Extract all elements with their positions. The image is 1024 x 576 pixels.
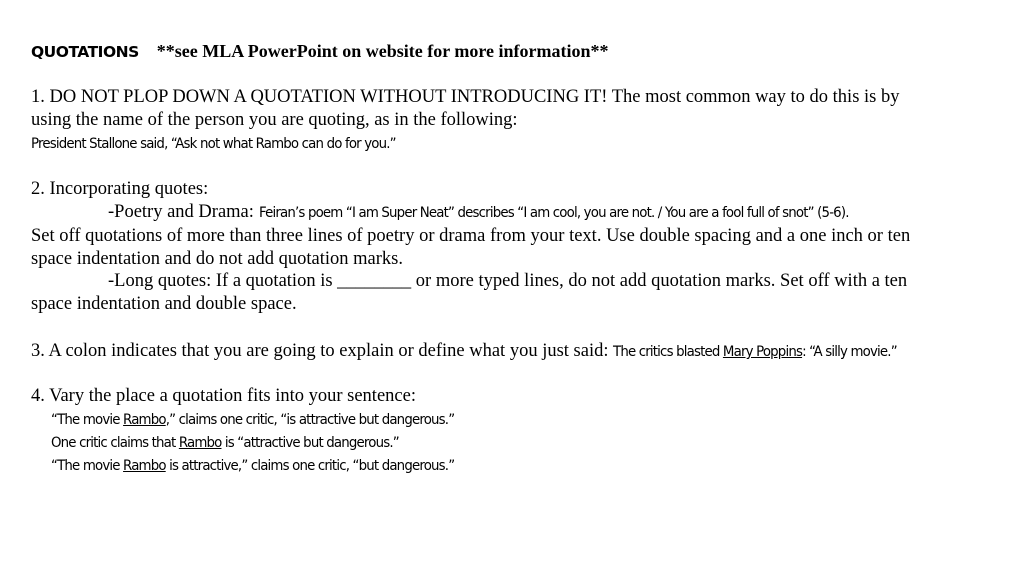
item-4-title-3: Rambo bbox=[123, 458, 166, 474]
item-3-example: The critics blasted Mary Poppins: “A silly movie.” bbox=[613, 344, 897, 360]
item-4-example-2: One critic claims that Rambo is “attractive but dangerous.” bbox=[51, 435, 399, 451]
title-note: **see MLA PowerPoint on website for more information** bbox=[156, 41, 609, 61]
item-2-long-2: space indentation and double space. bbox=[31, 294, 297, 314]
title-line bbox=[31, 40, 609, 64]
item-3-text: 3. A colon indicates that you are going to explain or define what you just said: bbox=[31, 341, 614, 361]
item-4-heading: 4. Vary the place a quotation fits into your sentence: bbox=[31, 386, 416, 406]
item-4-title-1: Rambo bbox=[123, 412, 166, 428]
poetry-example: Feiran’s poem “I am Super Neat” describes “I am cool, you are not. / You are a fool full of snot” (5-6). bbox=[258, 205, 849, 221]
item-2-setoff-1: Set off quotations of more than three lines of poetry or drama from your text. Use double spacing and a one inch or ten bbox=[31, 226, 911, 246]
item-2-setoff-2: space indentation and do not add quotation marks. bbox=[31, 249, 403, 269]
item-4-example-3: “The movie Rambo is attractive,” claims one critic, “but dangerous.” bbox=[51, 458, 455, 474]
item-1-example bbox=[31, 132, 427, 156]
item-2-poetry bbox=[31, 201, 899, 225]
item-1-line-2: using the name of the person you are quoting, as in the following: bbox=[31, 110, 518, 130]
item-3 bbox=[31, 340, 922, 364]
poetry-label: -Poetry and Drama: bbox=[108, 202, 259, 222]
item-3-title: Mary Poppins bbox=[723, 344, 803, 360]
item-2-heading: 2. Incorporating quotes: bbox=[31, 179, 209, 199]
example-text: President Stallone said, “Ask not what Rambo can do for you.” bbox=[31, 136, 396, 152]
item-4-title-2: Rambo bbox=[178, 435, 222, 451]
item-2-long-1: -Long quotes: If a quotation is ________ or more typed lines, do not add quotation marks. Set off with a ten bbox=[108, 271, 908, 291]
page-title: QUOTATIONS bbox=[31, 43, 139, 61]
item-4-example-1: “The movie Rambo,” claims one critic, “is attractive but dangerous.” bbox=[51, 412, 455, 428]
item-1-line-1: 1. DO NOT PLOP DOWN A QUOTATION WITHOUT INTRODUCING IT! The most common way to do this is by bbox=[31, 87, 900, 107]
